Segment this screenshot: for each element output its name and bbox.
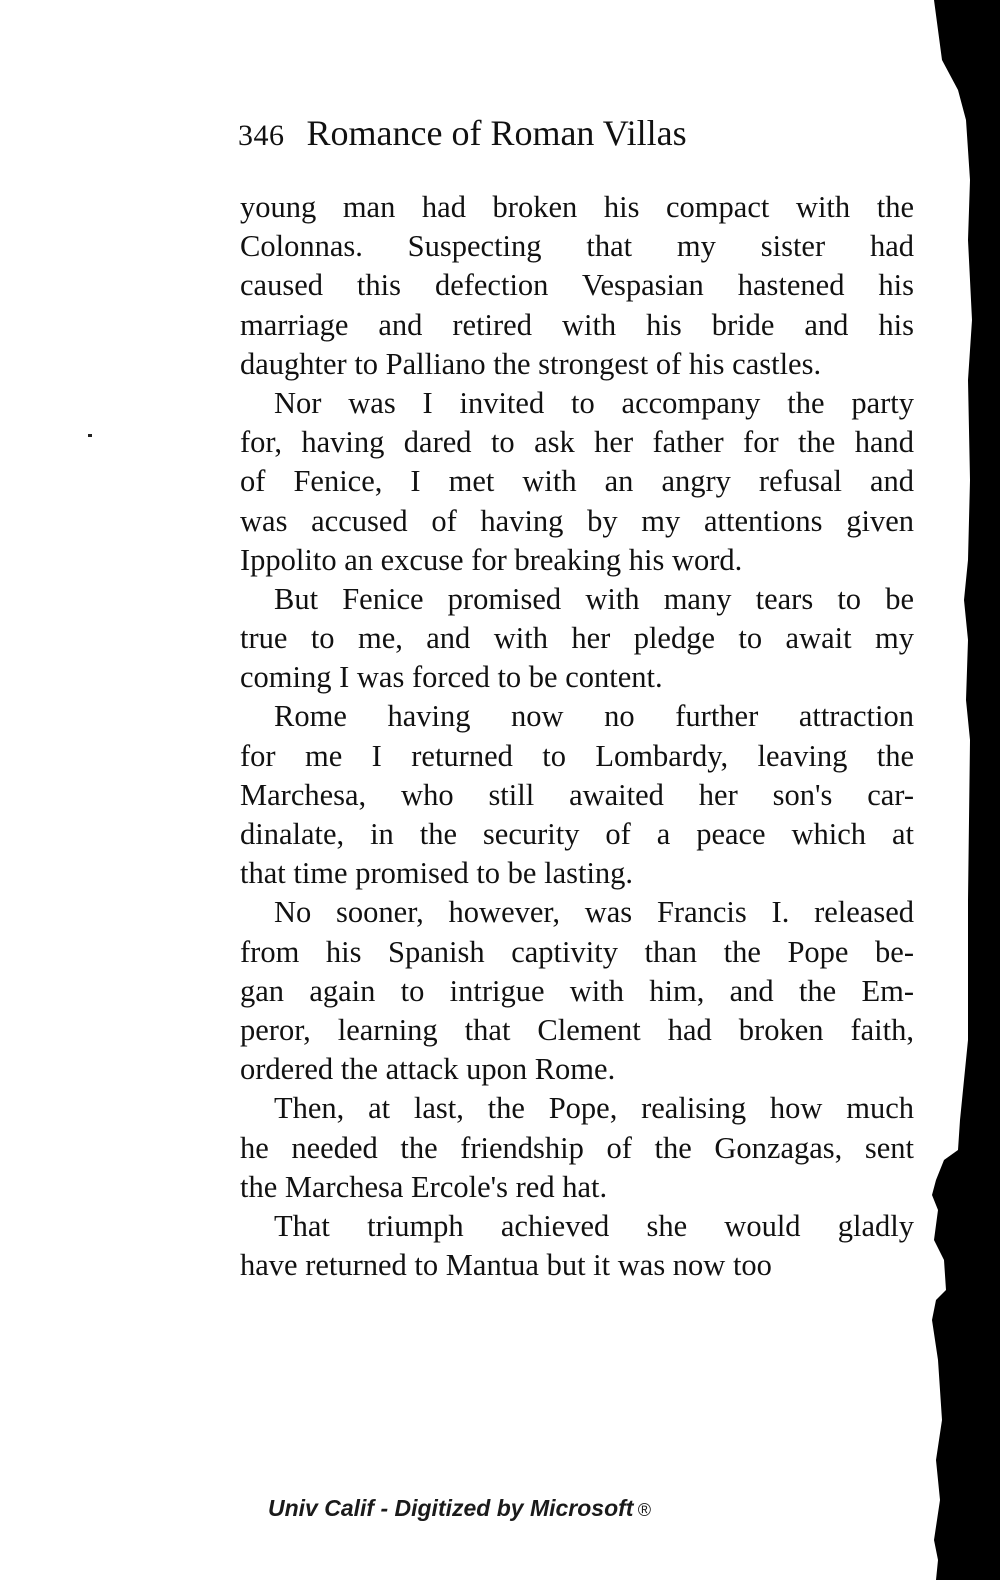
text-line: daughter to Palliano the strongest of his castles. xyxy=(240,346,822,381)
scan-edge-shadow xyxy=(928,0,1000,1580)
text-line: Ippolito an excuse for breaking his word. xyxy=(240,542,743,577)
text-line: peror, learning that Clement had broken faith, xyxy=(240,1012,914,1047)
text-line: gan again to intrigue with him, and the Em- xyxy=(240,973,914,1008)
running-head xyxy=(238,108,838,158)
text-line: No sooner, however, was Francis I. released xyxy=(274,895,914,930)
text-line: for, having dared to ask her father for the hand xyxy=(240,425,914,460)
text-line: dinalate, in the security of a peace which at xyxy=(240,817,914,851)
text-line: he needed the friendship of the Gonzagas, sent xyxy=(240,1130,914,1165)
text-line: the Marchesa Ercole's red hat. xyxy=(240,1169,608,1204)
paragraph xyxy=(240,580,914,698)
digitization-credit xyxy=(268,1488,768,1528)
text-line: from his Spanish captivity than the Pope be- xyxy=(240,934,914,969)
text-line: for me I returned to Lombardy, leaving the xyxy=(240,738,914,773)
paragraph xyxy=(240,1089,914,1207)
paragraph xyxy=(240,384,914,580)
body-text xyxy=(240,188,914,1285)
text-line: marriage and retired with his bride and his xyxy=(240,307,914,342)
text-line: that time promised to be lasting. xyxy=(240,856,634,891)
text-line: young man had broken his compact with the xyxy=(240,190,914,224)
text-line: of Fenice, I met with an angry refusal and xyxy=(240,464,914,499)
paragraph xyxy=(240,893,914,1089)
text-line: was accused of having by my attentions given xyxy=(240,503,914,538)
digitization-credit-text: Univ Calif - Digitized by Microsoft xyxy=(268,1495,634,1521)
paragraph xyxy=(240,188,914,384)
text-line: That triumph achieved she would gladly xyxy=(274,1208,914,1243)
text-line: true to me, and with her pledge to await my xyxy=(240,621,914,656)
text-line: Rome having now no further attraction xyxy=(274,699,914,734)
paragraph xyxy=(240,697,914,893)
stray-ink-mark xyxy=(88,434,92,437)
running-title: Romance of Roman Villas xyxy=(306,113,687,153)
text-line: Nor was I invited to accompany the party xyxy=(274,385,914,420)
text-line: coming I was forced to be content. xyxy=(240,660,663,695)
text-line: have returned to Mantua but it was now too xyxy=(240,1248,772,1283)
text-line: But Fenice promised with many tears to be xyxy=(274,581,914,616)
text-line: caused this defection Vespasian hastened his xyxy=(240,268,914,303)
page-number: 346 xyxy=(238,119,285,152)
microsoft-mark-icon: ® xyxy=(637,1500,651,1520)
text-line: Then, at last, the Pope, realising how much xyxy=(274,1091,914,1126)
text-line: ordered the attack upon Rome. xyxy=(240,1052,616,1087)
text-line: Colonnas. Suspecting that my sister had xyxy=(240,229,914,264)
text-line: Marchesa, who still awaited her son's car- xyxy=(240,777,914,812)
paragraph xyxy=(240,1207,914,1285)
